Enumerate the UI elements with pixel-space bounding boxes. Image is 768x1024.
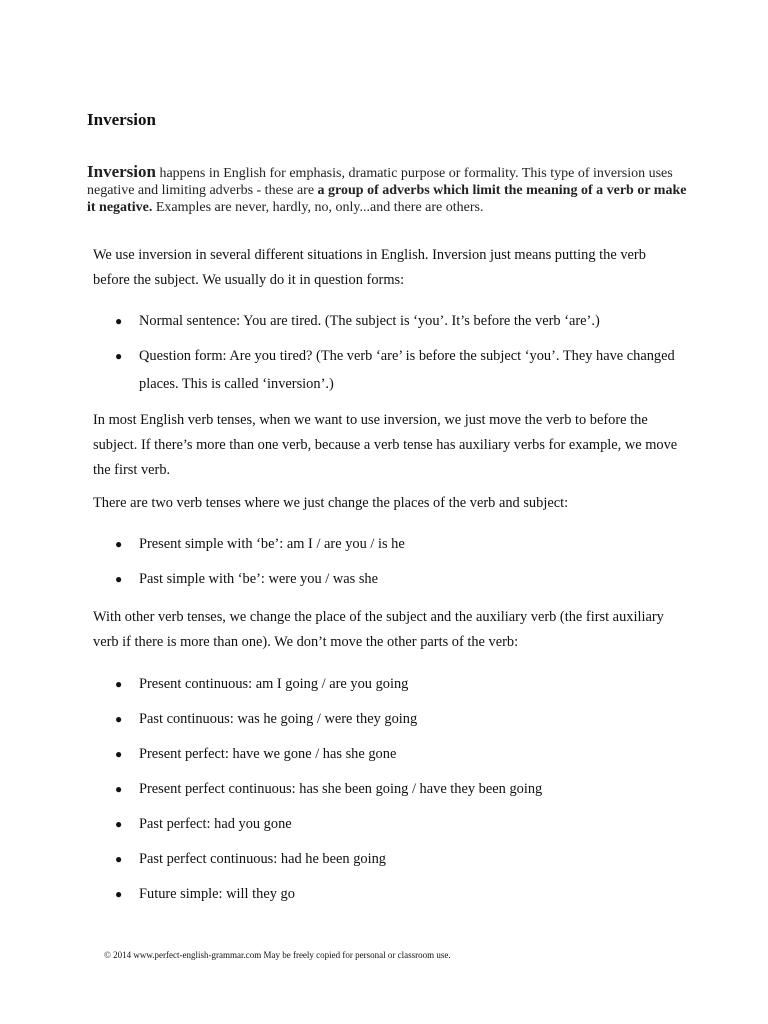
list-item xyxy=(93,880,678,908)
bullet-icon: ● xyxy=(115,782,123,796)
list-item xyxy=(93,307,678,335)
list-item xyxy=(93,740,678,768)
intro-bold-text: a group of adverbs which limit the meaning of a verb or make it negative. xyxy=(87,183,687,215)
paragraph-inversion-definition: We use inversion in several different situations in English. Inversion just means putting the verb before the subject. We usually do it in question forms: xyxy=(93,247,646,288)
bullet-icon: ● xyxy=(115,572,123,586)
bullet-list-question-forms xyxy=(93,307,678,398)
intro-text-1: happens in English for emphasis, dramatic purpose or formality. This type of inversion uses negative and limiting adverbs - these are xyxy=(87,166,673,198)
bullet-list-auxiliary-tenses xyxy=(93,670,678,908)
bullet-icon: ● xyxy=(115,349,123,363)
bullet-list-be-tenses xyxy=(93,530,678,593)
list-item xyxy=(93,670,678,698)
intro-text-2: Examples are never, hardly, no, only...and there are others. xyxy=(152,200,484,215)
list-item-text: Normal sentence: You are tired. (The subject is ‘you’. It’s before the verb ‘are’.) xyxy=(139,313,600,329)
intro-lead: Inversion xyxy=(87,162,156,181)
bullet-icon: ● xyxy=(115,537,123,551)
list-item xyxy=(93,810,678,838)
list-item-text: Present continuous: am I going / are you going xyxy=(139,676,409,692)
page-title: Inversion xyxy=(87,110,156,129)
list-item xyxy=(93,342,678,398)
bullet-icon: ● xyxy=(115,747,123,761)
copyright-footer: © 2014 www.perfect-english-grammar.com May be freely copied for personal or classroom use. xyxy=(104,950,451,960)
list-item-text: Future simple: will they go xyxy=(139,886,295,902)
bullet-icon: ● xyxy=(115,817,123,831)
list-item-text: Past perfect continuous: had he been going xyxy=(139,851,386,867)
list-item-text: Past perfect: had you gone xyxy=(139,816,292,832)
intro-paragraph xyxy=(87,163,687,216)
paragraph-other-tenses: With other verb tenses, we change the place of the subject and the auxiliary verb (the first auxiliary verb if there is more than one). We don’t move the other parts of the verb: xyxy=(93,609,664,650)
bullet-icon: ● xyxy=(115,852,123,866)
paragraph-two-tenses: There are two verb tenses where we just change the places of the verb and subject: xyxy=(93,495,569,511)
list-item-text: Past simple with ‘be’: were you / was she xyxy=(139,571,378,587)
list-item xyxy=(93,845,678,873)
bullet-icon: ● xyxy=(115,314,123,328)
list-item-text: Present simple with ‘be’: am I / are you / is he xyxy=(139,536,405,552)
list-item xyxy=(93,530,678,558)
list-item xyxy=(93,565,678,593)
list-item-text: Present perfect continuous: has she been going / have they been going xyxy=(139,781,543,797)
list-item xyxy=(93,775,678,803)
list-item-text: Question form: Are you tired? (The verb ‘are’ is before the subject ‘you’. They have changed places. This is called ‘inversion’.) xyxy=(139,348,675,392)
paragraph-verb-tenses: In most English verb tenses, when we want to use inversion, we just move the verb to before the subject. If there’s more than one verb, because a verb tense has auxiliary verbs for example, we move the first verb. xyxy=(93,412,678,478)
list-item-text: Present perfect: have we gone / has she gone xyxy=(139,746,397,762)
bullet-icon: ● xyxy=(115,677,123,691)
list-item-text: Past continuous: was he going / were they going xyxy=(139,711,418,727)
list-item xyxy=(93,705,678,733)
bullet-icon: ● xyxy=(115,712,123,726)
bullet-icon: ● xyxy=(115,887,123,901)
